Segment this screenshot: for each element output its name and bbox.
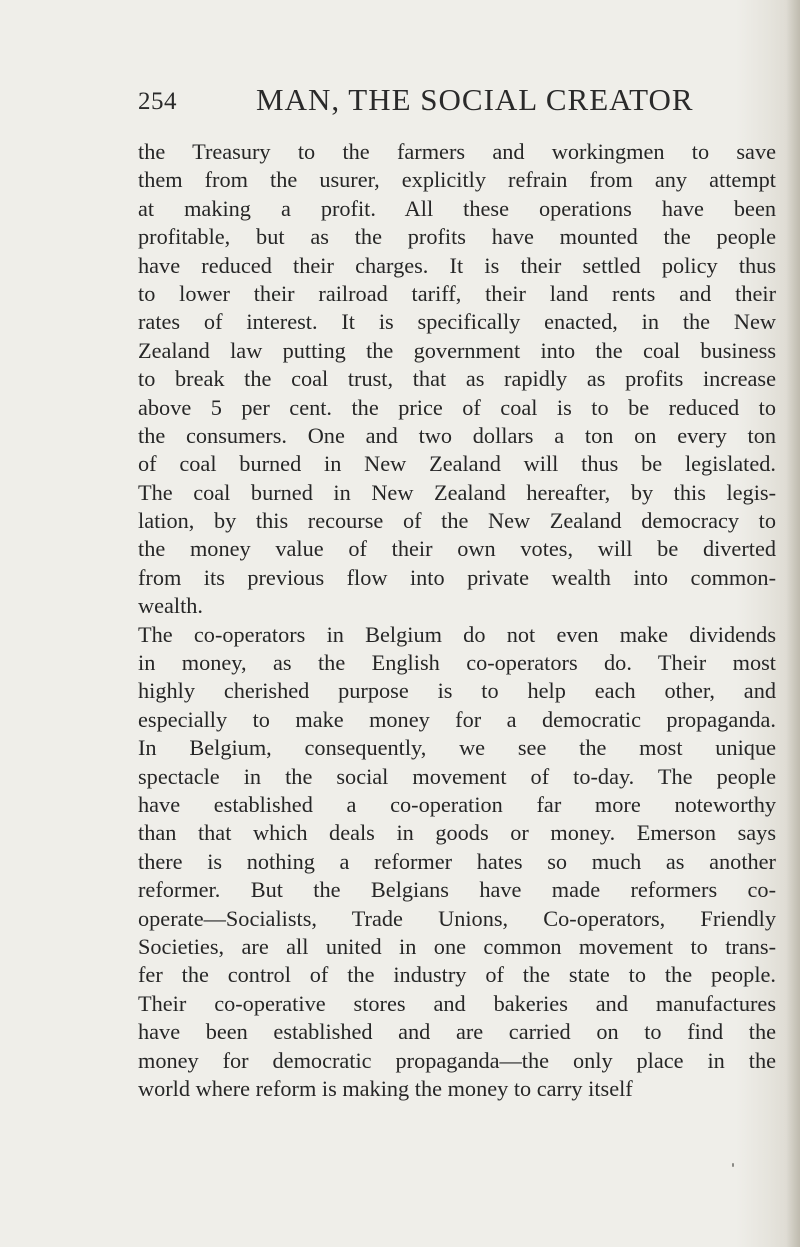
- text-line: profitable, but as the profits have mounted the people: [138, 224, 776, 250]
- text-line: have established a co-operation far more noteworthy: [138, 791, 776, 817]
- text-line: spectacle in the social movement of to-day. The people: [138, 763, 776, 789]
- page-header: [138, 82, 778, 122]
- text-line: the Treasury to the farmers and workingmen to save: [138, 139, 776, 164]
- text-line: The coal burned in New Zealand hereafter, by this legis-: [138, 479, 776, 505]
- text-line: lation, by this recourse of the New Zealand democracy to: [138, 508, 776, 534]
- text-line: than that which deals in goods or money. Emerson says: [138, 820, 776, 846]
- text-line: there is nothing a reformer hates so much as another: [138, 848, 776, 874]
- page-number: 254: [138, 88, 177, 115]
- text-line: especially to make money for a democratic propaganda.: [138, 706, 776, 732]
- paragraph-end-line: wealth.: [138, 593, 204, 619]
- text-line: in money, as the English co-operators do. Their most: [138, 650, 776, 676]
- text-line: Their co-operative stores and bakeries and manufactures: [138, 990, 776, 1016]
- text-line: rates of interest. It is specifically enacted, in the New: [138, 309, 776, 335]
- text-line: to break the coal trust, that as rapidly as profits increase: [138, 366, 776, 392]
- print-speck: [732, 1163, 734, 1167]
- text-line: have been established and are carried on to find the: [138, 1019, 776, 1045]
- text-line: to lower their railroad tariff, their land rents and their: [138, 280, 776, 306]
- text-line: operate—Socialists, Trade Unions, Co-operators, Friendly: [138, 905, 776, 931]
- text-line: of coal burned in New Zealand will thus be legislated.: [138, 451, 776, 477]
- text-line: highly cherished purpose is to help each other, and: [138, 678, 776, 704]
- text-line: world where reform is making the money to carry itself: [138, 1075, 633, 1101]
- paragraph-start-line: The co-operators in Belgium do not even make dividends: [138, 621, 776, 647]
- text-line: money for democratic propaganda—the only place in the: [138, 1047, 776, 1073]
- text-line: the consumers. One and two dollars a ton on every ton: [138, 422, 776, 448]
- text-line: In Belgium, consequently, we see the most unique: [138, 735, 776, 761]
- text-line: have reduced their charges. It is their settled policy thus: [138, 252, 776, 278]
- text-line: from its previous flow into private wealth into common-: [138, 564, 776, 590]
- page-edge-shadow: [786, 0, 800, 1247]
- text-line: at making a profit. All these operations have been: [138, 195, 776, 221]
- text-line: Societies, are all united in one common movement to trans-: [138, 933, 776, 959]
- text-line: the money value of their own votes, will be diverted: [138, 536, 776, 562]
- text-line: fer the control of the industry of the state to the people.: [138, 962, 776, 988]
- text-line: them from the usurer, explicitly refrain from any attempt: [138, 167, 776, 193]
- text-line: reformer. But the Belgians have made reformers co-: [138, 877, 776, 903]
- text-line: above 5 per cent. the price of coal is to be reduced to: [138, 394, 776, 420]
- text-line: Zealand law putting the government into the coal business: [138, 337, 776, 363]
- running-head: MAN, THE SOCIAL CREATOR: [256, 82, 694, 117]
- body-text: [138, 138, 776, 1103]
